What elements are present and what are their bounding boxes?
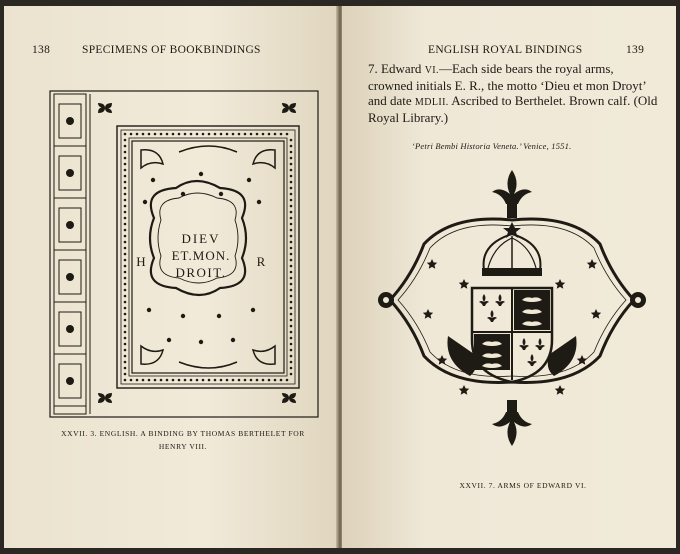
binding-initial-h: H bbox=[136, 254, 146, 269]
right-running-head: ENGLISH ROYAL BINDINGS bbox=[428, 44, 583, 56]
entry-text-a: —Each side bears the royal arms, crowned initials E. R., the motto ‘Dieu et mon Droyt’ and date bbox=[368, 61, 646, 108]
catalogue-entry bbox=[368, 61, 660, 125]
left-page bbox=[4, 6, 338, 548]
binding-initial-r: R bbox=[256, 254, 266, 269]
left-page-number: 138 bbox=[32, 44, 51, 56]
entry-regnal: VI. bbox=[424, 65, 439, 76]
left-figure-caption bbox=[48, 427, 318, 453]
binding-motto-line3: DROIT. bbox=[175, 265, 227, 280]
right-page-number: 139 bbox=[626, 44, 645, 56]
left-caption-line1: XXVII. 3. ENGLISH. A BINDING BY THOMAS BERTHELET FOR bbox=[61, 429, 305, 438]
right-figure-caption: XXVII. 7. ARMS OF EDWARD VI. bbox=[459, 481, 587, 490]
book-citation: ‘Petri Bembi Historia Veneta.’ Venice, 1551. bbox=[412, 141, 572, 151]
binding-illustration bbox=[49, 90, 319, 420]
entry-number: 7. bbox=[368, 61, 378, 76]
royal-arms-illustration bbox=[372, 164, 652, 464]
binding-motto-line1: DIEV bbox=[181, 231, 221, 246]
entry-date: MDLII. bbox=[414, 97, 449, 108]
entry-text-b: Ascribed to Berthelet. Brown calf. (Old Royal Library.) bbox=[368, 93, 658, 125]
right-page bbox=[342, 6, 676, 548]
entry-name: Edward bbox=[381, 61, 422, 76]
left-running-head: SPECIMENS OF BOOKBINDINGS bbox=[82, 44, 261, 56]
binding-motto-line2: ET.MON. bbox=[171, 248, 231, 263]
left-caption-line2: HENRY VIII. bbox=[158, 442, 208, 451]
